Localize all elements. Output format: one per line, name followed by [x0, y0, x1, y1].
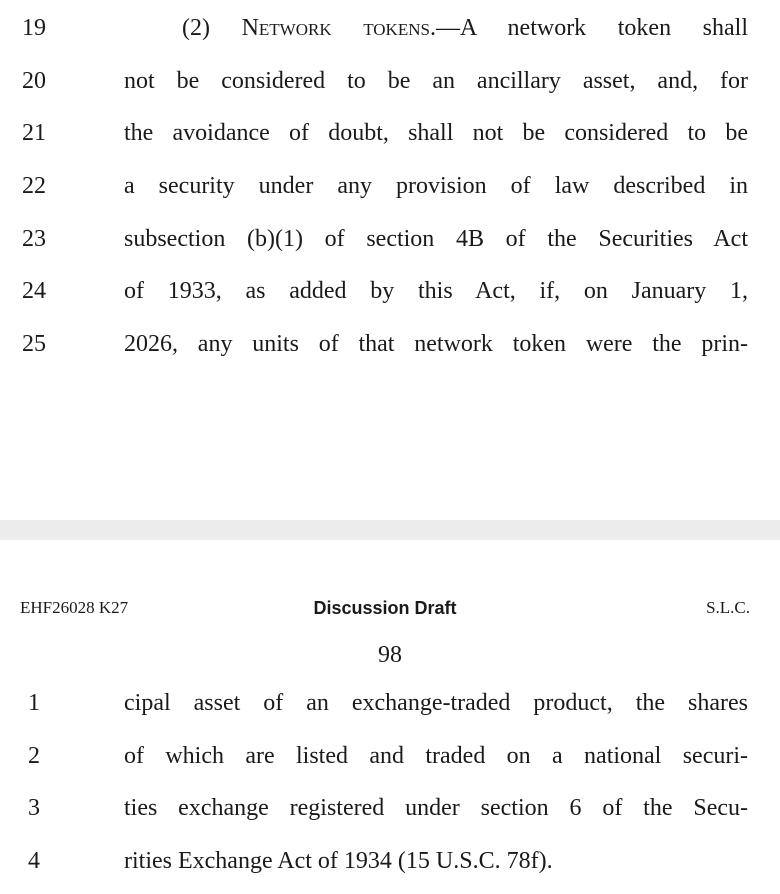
page-number: 98 [378, 642, 402, 668]
line-number: 4 [28, 848, 40, 874]
line-text: not be considered to be an ancillary asset, and, for [124, 68, 748, 94]
bill-line [0, 219, 780, 259]
bill-line [0, 8, 780, 48]
bill-line [0, 736, 780, 776]
bill-line [0, 61, 780, 101]
bill-line [0, 683, 780, 723]
document-id: EHF26028 K27 [20, 598, 129, 617]
line-number: 1 [28, 690, 40, 716]
bill-line [0, 788, 780, 828]
bill-line [0, 841, 780, 881]
paragraph-designation: (2) [182, 15, 242, 41]
line-number: 23 [22, 226, 46, 252]
line-number: 3 [28, 795, 40, 821]
line-text: cipal asset of an exchange-traded product, the shares [124, 690, 748, 716]
draft-title: Discussion Draft [313, 598, 457, 618]
line-text: subsection (b)(1) of section 4B of the Securities Act [124, 226, 748, 252]
page-header [20, 596, 750, 620]
line-number: 19 [22, 15, 46, 41]
bill-line [0, 166, 780, 206]
line-number: 25 [22, 331, 46, 357]
line-text-rest: .—A network token shall [429, 15, 748, 41]
line-text: a security under any provision of law described in [124, 173, 748, 199]
line-text: ties exchange registered under section 6 of the Secu- [124, 795, 748, 821]
bill-line [0, 113, 780, 153]
line-number: 2 [28, 743, 40, 769]
line-number: 24 [22, 278, 46, 304]
paragraph-heading: Network tokens [241, 15, 430, 41]
line-text: the avoidance of doubt, shall not be considered to be [124, 120, 748, 146]
bill-line [0, 271, 780, 311]
line-text [182, 8, 748, 48]
line-text: rities Exchange Act of 1934 (15 U.S.C. 78f). [124, 848, 553, 874]
line-text: of which are listed and traded on a national securi- [124, 743, 748, 769]
line-number: 22 [22, 173, 46, 199]
line-text: 2026, any units of that network token were the prin- [124, 331, 748, 357]
page-separator [0, 520, 780, 540]
bill-line [0, 324, 780, 364]
header-initials: S.L.C. [706, 598, 750, 617]
line-number: 21 [22, 120, 46, 146]
line-text: of 1933, as added by this Act, if, on January 1, [124, 278, 748, 304]
line-number: 20 [22, 68, 46, 94]
